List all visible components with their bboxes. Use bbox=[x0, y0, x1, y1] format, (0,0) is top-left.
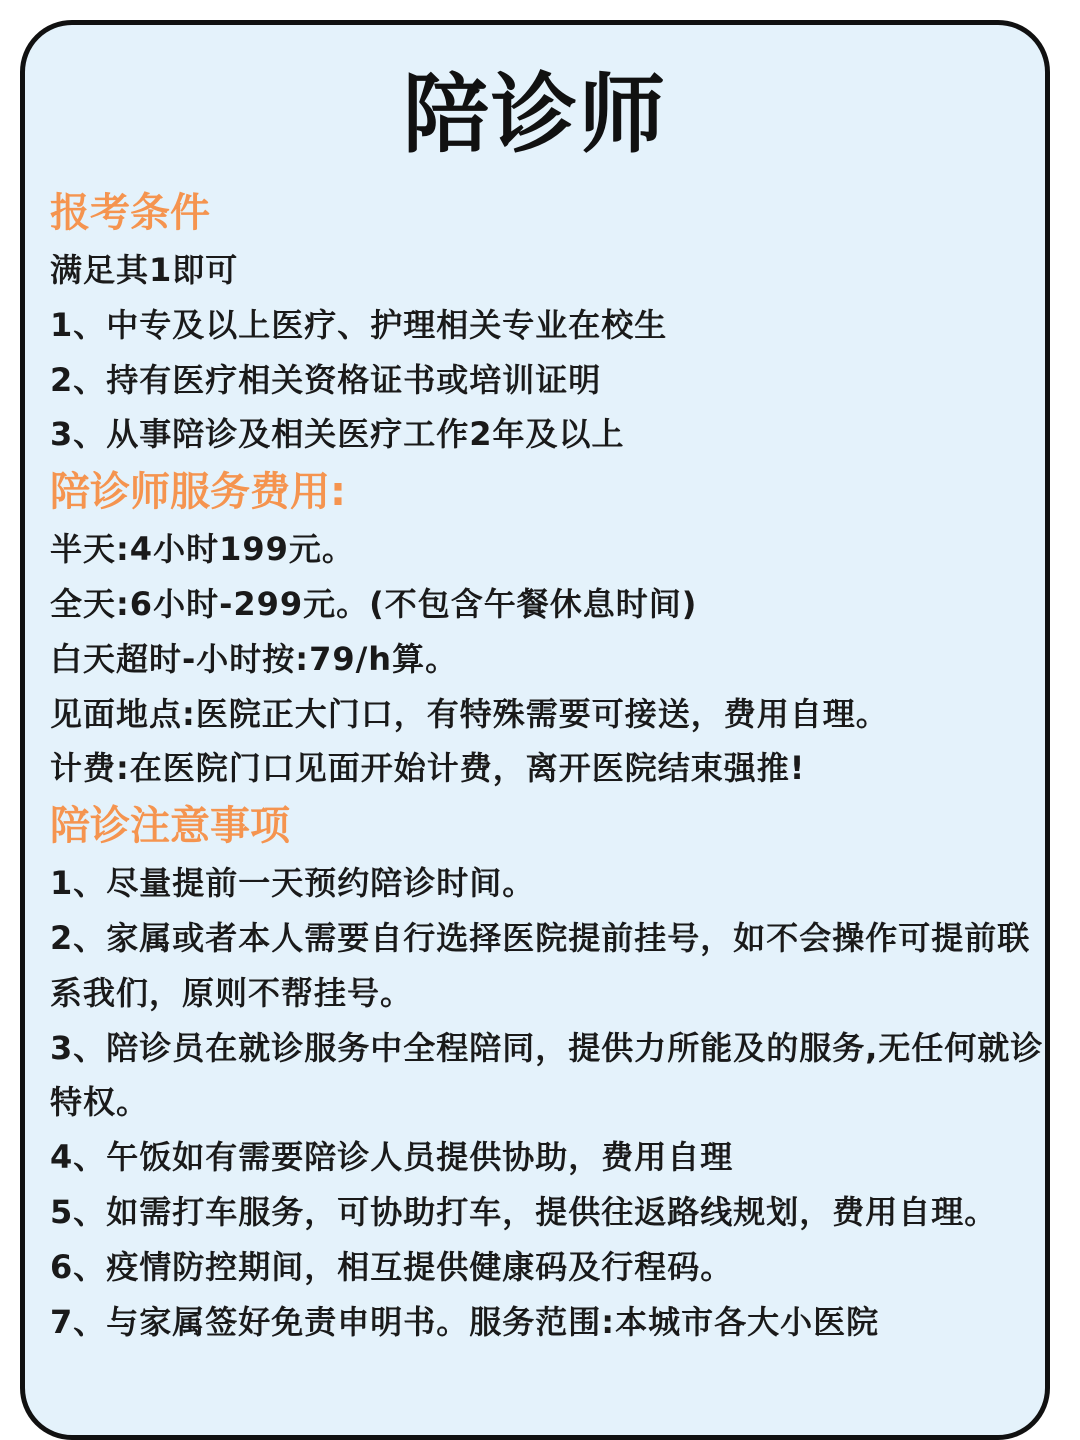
note-line: 4、午饭如有需要陪诊人员提供协助，费用自理 bbox=[50, 1138, 734, 1177]
note-line: 7、与家属签好免责申明书。服务范围:本城市各大小医院 bbox=[50, 1302, 880, 1341]
exam-line: 2、持有医疗相关资格证书或培训证明 bbox=[50, 360, 602, 399]
card-content bbox=[50, 183, 1050, 1349]
exam-line: 满足其1即可 bbox=[50, 251, 239, 289]
note-line: 1、尽量提前一天预约陪诊时间。 bbox=[50, 864, 536, 903]
fee-line: 见面地点:医院正大门口，有特殊需要可接送，费用自理。 bbox=[50, 694, 889, 733]
note-line: 6、疫情防控期间，相互提供健康码及行程码。 bbox=[50, 1247, 734, 1286]
note-line: 3、陪诊员在就诊服务中全程陪同，提供力所能及的服务,无任何就诊特权。 bbox=[50, 1028, 1044, 1122]
fee-line: 全天:6小时-299元。(不包含午餐休息时间) bbox=[50, 584, 698, 623]
info-card bbox=[20, 20, 1050, 1440]
page-title: 陪诊师 bbox=[403, 65, 667, 165]
note-line: 2、家属或者本人需要自行选择医院提前挂号，如不会操作可提前联系我们，原则不帮挂号。 bbox=[50, 918, 1031, 1012]
exam-line: 3、从事陪诊及相关医疗工作2年及以上 bbox=[50, 415, 625, 454]
section-heading-fees: 陪诊师服务费用: bbox=[50, 469, 346, 516]
note-line: 5、如需打车服务，可协助打车，提供往返路线规划，费用自理。 bbox=[50, 1192, 998, 1231]
fee-line: 计费:在医院门口见面开始计费，离开医院结束强推! bbox=[50, 749, 806, 788]
fee-line: 白天超时-小时按:79/h算。 bbox=[50, 639, 459, 678]
fee-line: 半天:4小时199元。 bbox=[50, 530, 355, 569]
section-heading-exam: 报考条件 bbox=[50, 190, 210, 236]
section-heading-notes: 陪诊注意事项 bbox=[50, 803, 290, 850]
exam-line: 1、中专及以上医疗、护理相关专业在校生 bbox=[50, 305, 668, 344]
